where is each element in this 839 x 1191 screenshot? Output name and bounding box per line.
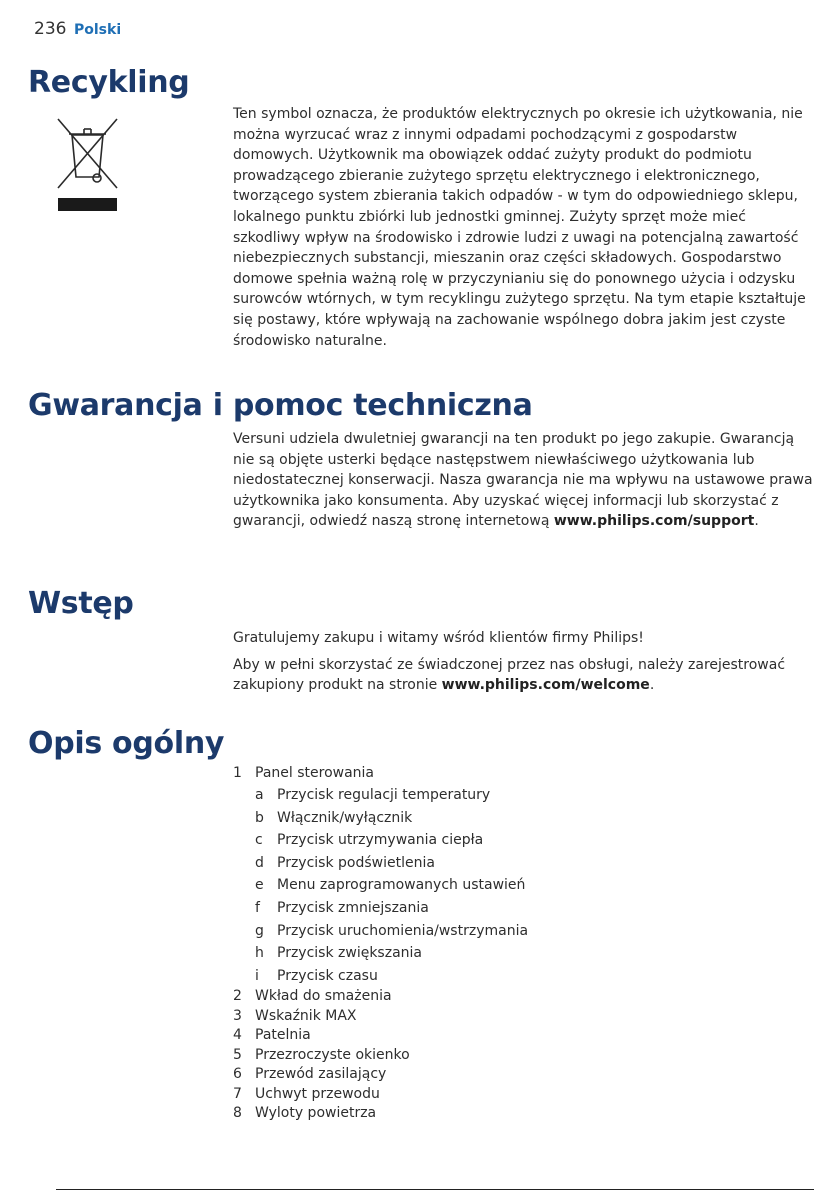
list-item: h Przycisk zwiększania <box>255 945 422 962</box>
list-item: 7 Uchwyt przewodu <box>233 1085 380 1102</box>
list-item: f Przycisk zmniejszania <box>255 899 429 916</box>
section-title-overview: Opis ogólny <box>28 726 225 761</box>
list-item: 1 Panel sterowania <box>233 765 374 781</box>
list-item: i Przycisk czasu <box>255 967 378 984</box>
list-item: 5 Przezroczyste okienko <box>233 1046 410 1063</box>
warranty-text: Versuni udziela dwuletniej gwarancji na ten produkt po jego zakupie. Gwarancją nie są objęte usterki będące następstwem niewłaściwego użytkowania lub niedostatecznej konserwacji. Nasza gwarancja nie ma wpływu na ustawowe prawa użytkownika jako konsumenta. Aby uzyskać więcej informacji lub skorzystać z gwarancji, odwiedź naszą stronę internetową www.philips.com/support. <box>233 431 813 530</box>
list-item: 6 Przewód zasilający <box>233 1066 387 1083</box>
section-title-recycling: Recykling <box>28 65 190 100</box>
section-title-intro: Wstęp <box>28 586 134 621</box>
intro-text: Gratulujemy zakupu i witamy wśród klientów firmy Philips! Aby w pełni skorzystać ze świadczonej przez nas obsługi, należy zarejestrować zakupiony produkt na stronie www.philips.com/welcome. <box>233 630 786 694</box>
list-item: b Włącznik/wyłącznik <box>255 809 413 826</box>
list-item: d Przycisk podświetlenia <box>255 854 435 871</box>
section-title-warranty: Gwarancja i pomoc techniczna <box>28 388 533 423</box>
list-item: g Przycisk uruchomienia/wstrzymania <box>255 922 529 939</box>
support-link[interactable]: www.philips.com/support <box>553 513 755 530</box>
parts-list <box>233 763 793 1124</box>
recycling-text: Ten symbol oznacza, że produktów elektrycznych po okresie ich użytkowania, nie można wyrzucać wraz z innymi odpadami pochodzącymi z gospodarstw domowych. Użytkownik ma obowiązek oddać zużyty produkt do podmiotu prowadzącego zbieranie zużytego sprzętu elektrycznego i elektronicznego, tworzącego system zbierania takich odpadów - w tym do odpowiedniego sklepu, lokalnego punktu zbiórki lub jednostki gminnej. Zużyty sprzęt może mieć szkodliwy wpływ na środowisko i zdrowie ludzi z uwagi na potencjalną zawartość niebezpiecznych substancji, mieszanin oraz części składowych. Gospodarstwo domowe spełnia ważną rolę w przyczynianiu się do ponownego użycia i odzysku surowców wtórnych, w tym recyklingu zużytego sprzętu. Na tym etapie kształtuje się postawy, które wpływają na zachowanie wspólnego dobra jakim jest czyste środowisko naturalne. <box>233 106 806 349</box>
list-item: 4 Patelnia <box>233 1027 311 1044</box>
list-item: 2 Wkład do smażenia <box>233 988 392 1005</box>
list-item: c Przycisk utrzymywania ciepła <box>255 832 484 849</box>
list-item: e Menu zaprogramowanych ustawień <box>255 877 526 894</box>
list-item: 8 Wyloty powietrza <box>233 1105 377 1122</box>
list-item: 3 Wskaźnik MAX <box>233 1007 357 1024</box>
language-label: Polski <box>74 22 122 38</box>
crossed-out-wheelie-bin-icon <box>56 117 119 212</box>
welcome-link[interactable]: www.philips.com/welcome <box>441 677 650 694</box>
footer-divider <box>56 1189 814 1190</box>
page-number: 236 <box>34 19 67 39</box>
list-item: a Przycisk regulacji temperatury <box>255 787 491 803</box>
